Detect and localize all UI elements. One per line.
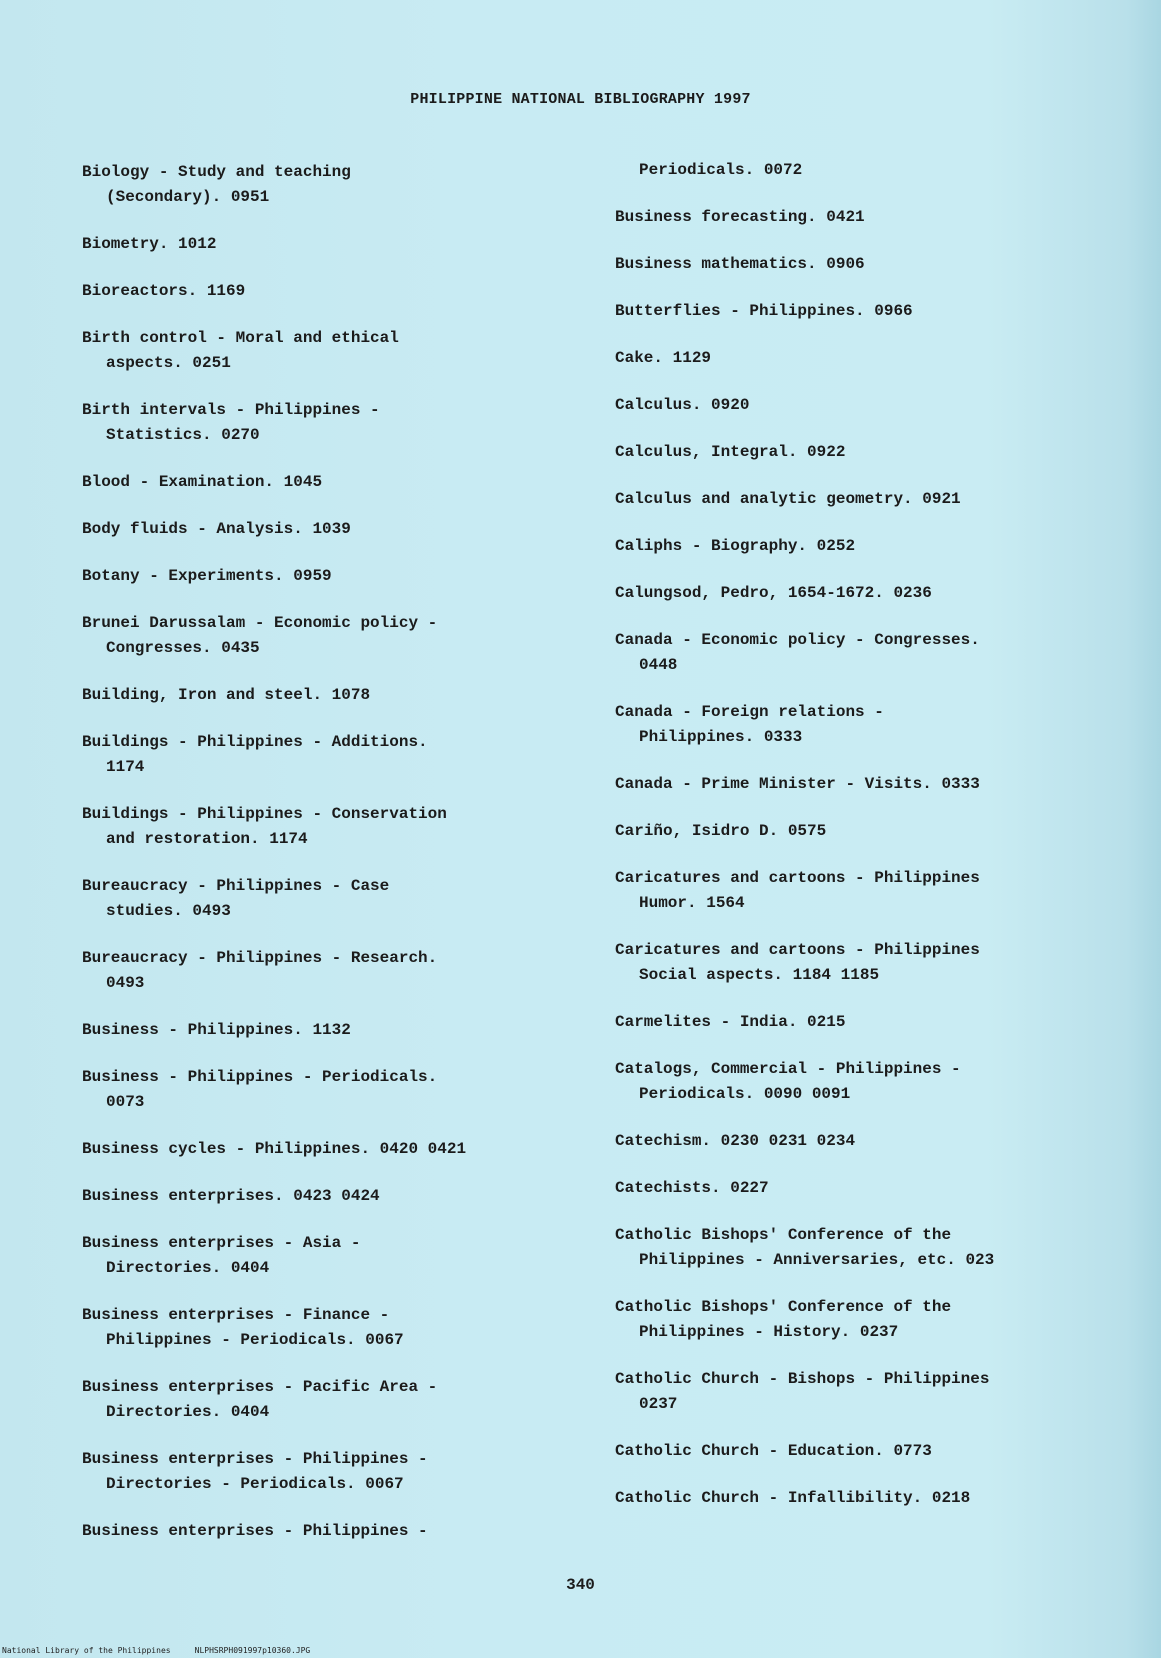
index-entry: Business enterprises - Finance - Philippines - Periodicals. 0067 <box>82 1306 404 1349</box>
index-entry: Bureaucracy - Philippines - Research. 0493 <box>82 949 438 992</box>
index-entry: Catalogs, Commercial - Philippines - Periodicals. 0090 0091 <box>615 1060 961 1103</box>
index-entry: Buildings - Philippines - Additions. 1174 <box>82 733 428 776</box>
index-entry: Botany - Experiments. 0959 <box>82 567 332 585</box>
index-entry: Business enterprises - Asia - Directories. 0404 <box>82 1234 361 1277</box>
index-entry: Catholic Bishops' Conference of the Philippines - History. 0237 <box>615 1298 952 1341</box>
index-entry: Biometry. 1012 <box>82 235 217 253</box>
index-entry: Business enterprises - Pacific Area - Directories. 0404 <box>82 1378 438 1421</box>
index-entry: Catechism. 0230 0231 0234 <box>615 1132 856 1150</box>
index-entry: Catholic Church - Bishops - Philippines 0237 <box>615 1370 990 1413</box>
index-entry: Carmelites - India. 0215 <box>615 1013 846 1031</box>
index-entry: Calungsod, Pedro, 1654-1672. 0236 <box>615 584 932 602</box>
index-entry: Business - Philippines - Periodicals. 0073 <box>82 1068 438 1111</box>
right-column <box>615 158 1135 1533</box>
index-entry: Business enterprises - Philippines - <box>82 1522 428 1540</box>
index-entry: Business forecasting. 0421 <box>615 208 865 226</box>
index-entry: Blood - Examination. 1045 <box>82 473 323 491</box>
index-entry: Bioreactors. 1169 <box>82 282 246 300</box>
index-entry: Birth intervals - Philippines - Statistics. 0270 <box>82 401 380 444</box>
index-entry: Birth control - Moral and ethical aspects. 0251 <box>82 329 399 372</box>
index-entry: Business mathematics. 0906 <box>615 255 865 273</box>
left-column <box>82 160 582 1566</box>
index-entry: Calculus. 0920 <box>615 396 750 414</box>
index-entry: Canada - Foreign relations - Philippines. 0333 <box>615 703 884 746</box>
index-entry: Brunei Darussalam - Economic policy - Congresses. 0435 <box>82 614 438 657</box>
index-entry: Caliphs - Biography. 0252 <box>615 537 856 555</box>
index-entry: Business enterprises - Philippines - Directories - Periodicals. 0067 <box>82 1450 428 1493</box>
index-entry-continued: Periodicals. 0072 <box>639 161 803 179</box>
index-entry: Catholic Church - Infallibility. 0218 <box>615 1489 971 1507</box>
index-entry: Cake. 1129 <box>615 349 712 367</box>
index-entry: Business - Philippines. 1132 <box>82 1021 351 1039</box>
index-entry: Catechists. 0227 <box>615 1179 769 1197</box>
index-entry: Calculus, Integral. 0922 <box>615 443 846 461</box>
index-entry: Canada - Economic policy - Congresses. 0448 <box>615 631 980 674</box>
index-entry: Body fluids - Analysis. 1039 <box>82 520 351 538</box>
index-entry: Butterflies - Philippines. 0966 <box>615 302 913 320</box>
index-entry: Cariño, Isidro D. 0575 <box>615 822 827 840</box>
index-entry: Catholic Church - Education. 0773 <box>615 1442 932 1460</box>
index-entry: Canada - Prime Minister - Visits. 0333 <box>615 775 980 793</box>
index-entry: Caricatures and cartoons - Philippines Humor. 1564 <box>615 869 980 912</box>
page-number: 340 <box>566 1576 595 1594</box>
index-entry: Business cycles - Philippines. 0420 0421 <box>82 1140 467 1158</box>
page-header: PHILIPPINE NATIONAL BIBLIOGRAPHY 1997 <box>410 91 751 108</box>
index-entry: Building, Iron and steel. 1078 <box>82 686 371 704</box>
index-entry: Bureaucracy - Philippines - Case studies. 0493 <box>82 877 390 920</box>
index-entry: Biology - Study and teaching (Secondary). 0951 <box>82 163 351 206</box>
index-entry: Business enterprises. 0423 0424 <box>82 1187 380 1205</box>
index-entry: Caricatures and cartoons - Philippines Social aspects. 1184 1185 <box>615 941 980 984</box>
index-entry: Buildings - Philippines - Conservation and restoration. 1174 <box>82 805 447 848</box>
index-entry: Calculus and analytic geometry. 0921 <box>615 490 961 508</box>
index-entry: Catholic Bishops' Conference of the Philippines - Anniversaries, etc. 023 <box>615 1226 995 1269</box>
scan-footer: National Library of the Philippines NLPHSRPH091997p10360.JPG <box>2 1646 311 1655</box>
